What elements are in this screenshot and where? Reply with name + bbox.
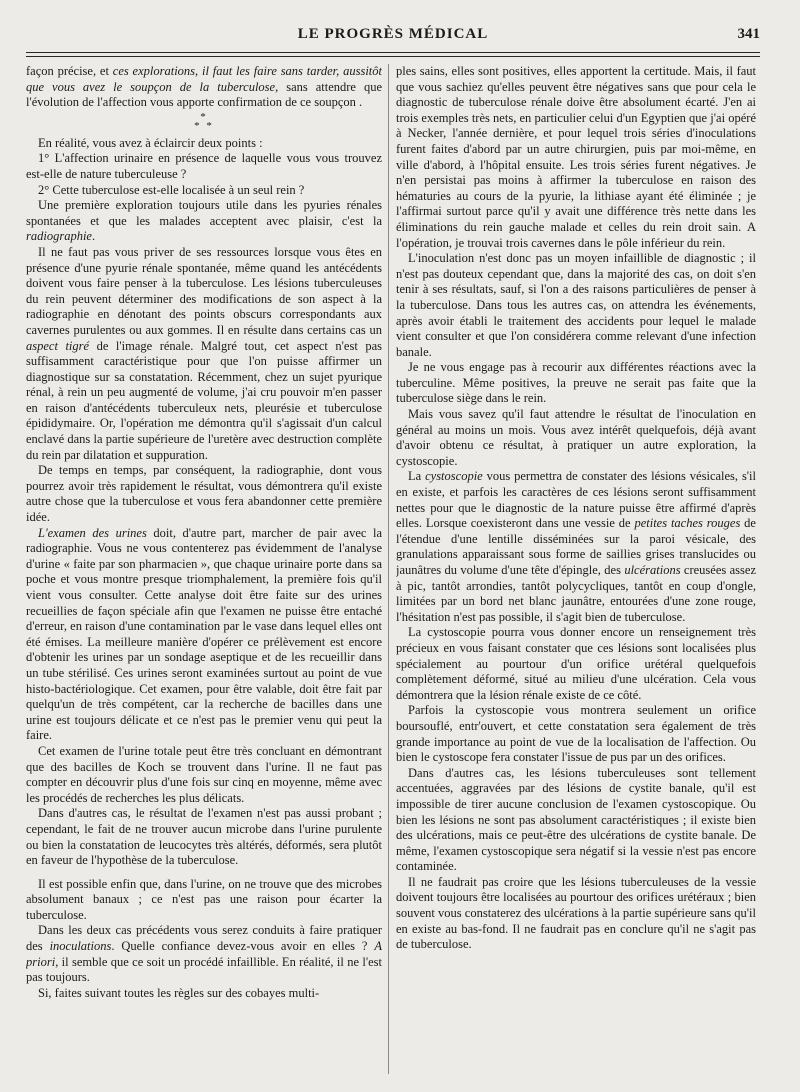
text-run: sans attendre que l'évolution de l'affection vous apporte confirmation de ce soupçon . [26, 79, 382, 110]
paragraph: Mais vous savez qu'il faut attendre le résultat de l'inoculation en général au moins un mois. Vous avez intérêt quelquefois, déjà avant d'avoir obtenu ce résultat, à pratiquer un autre exploration, la cystoscopie. [396, 407, 756, 468]
italic-run: radiographie [26, 229, 92, 244]
text-run: façon précise, et [26, 64, 113, 78]
separator-top: * [200, 110, 208, 123]
text-run: vous permettra de constater des lésions vésicales, s'il en existe, et parfois les caractères de ces lésions seront suffisamment nettes pour que le diagnostic de la nature puisse être affirmé d'après elles. Lorsque coexisteront dans une vessie de [396, 469, 756, 531]
paragraph: La cystoscopie pourra vous donner encore un renseignement très précieux en vous faisant constater que ces lésions sont localisées plus spécialement au pourtour d'un orifice urétéral quelquefois complètement déformé, situé au milieu d'une ulcération. Cela vous démontrera que la lésion rénale existe de ce côté. [396, 625, 756, 702]
paragraph [26, 198, 382, 245]
text-run: de l'image rénale. Malgré tout, cet aspect n'est pas suffisamment caractéristique pour que l'on puisse affirmer un diagnostique sur sa constatation. Récemment, chez un sujet pyurique rénal, à rein un peu augmenté de volume, j'ai cru pouvoir m'en passer en raison d'antécédents tuberculeux nets, pleurésie et tuberculose épididymaire. Or, l'opération me démontra qu'il s'agissait d'un calcul enclavé dans la partie supérieure de l'uretère avec destruction complète du rein par dilatation et suppuration. [26, 338, 382, 462]
italic-run: ulcérations [624, 563, 681, 577]
italic-run: A priori [26, 939, 382, 969]
paragraph: 1° L'affection urinaire en présence de laquelle vous vous trouvez est-elle de nature tuberculeuse ? [26, 151, 382, 181]
text-run: Une première exploration toujours utile dans les pyuries rénales spontanées et que les malades acceptent avec plaisir, c'est la [26, 198, 382, 228]
text-run: doit, d'autre part, marcher de pair avec la radiographie. Vous ne vous contenterez pas évidemment de l'analyse d'urine « faite par son pharmacien », que chaque urinaire porte dans sa poche et vous montre presque triomphalement, la première fois qu'il vient vous consulter. Cette analyse doit être faite sur des urines recueillies de façon spéciale afin que l'examen ne puisse être entaché d'erreur, en raison d'une contamination par le vase dans lequel elles ont été émises. La meilleure manière d'opérer ce prélèvement est encore d'obtenir les urines par un sondage aseptique et de les recueillir dans un tube stérilisé. Ces urines seront examinées surtout au point de vue histo-bactériologique. Cet examen, pour être valable, doit être fait par quelqu'un de très compétent, car la recherche de bacilles dans une urine est toujours délicate et ce n'est pas le premier venu qui peut la faire. [26, 525, 382, 743]
text-run: Dans les deux cas précédents vous serez conduits à faire pratiquer des [26, 923, 382, 954]
running-title: LE PROGRÈS MÉDICAL [297, 26, 489, 42]
left-column [26, 64, 382, 1079]
paragraph: Dans d'autres cas, le résultat de l'examen n'est pas aussi probant ; cependant, le fait de ne trouver aucun microbe dans l'urine purulente ou bien la constatation de leucocytes très altérés, déformés, sera plutôt en faveur de l'hypothèse de la tuberculose. [26, 806, 382, 868]
text-run: Il ne faut pas vous priver de ses ressources lorsque vous êtes en présence d'une pyurie rénale spontanée, même quand les antécédents doivent vous faire penser à la tuberculose. Les lésions tuberculeuses du rein peuvent déterminer des modifications de son aspect à la radiographie en dénotant des points obscurs correspondants aux cavernes purulentes ou aux gommes. Il en résulte dans certains cas un [26, 244, 382, 337]
italic-run: aspect tigré [26, 338, 90, 353]
text-run: . Quelle confiance devez-vous avoir en elles ? [111, 939, 375, 954]
paragraph [26, 923, 382, 985]
paragraph: L'inoculation n'est donc pas un moyen infaillible de diagnostic ; il n'est pas douteux cependant que, dans la majorité des cas, on doit s'en tenir à ses résultats, sauf, si l'on a des raisons particulières de penser à la tuberculose. Dans tous les autres cas, on attendra les événements, après avoir établi le traitement des accidents pour lequel le malade vient consulter et que l'on considérera comme relevant d'une infection banale. [396, 251, 756, 359]
paragraph: ples sains, elles sont positives, elles apportent la certitude. Mais, il faut que vous sachiez qu'elles peuvent être négatives sans que pour cela le diagnostic de tuberculose rénale doive être absolument écarté. J'en ai trois exemples très nets, en particulier celui d'un Egyptien que j'ai opéré à Necker, l'année dernière, et pour lequel trois séries d'inoculations furent faites d'abord par un autre chirurgien, puis par moi-même, en ville d'abord, à l'hôpital ensuite. Les trois séries furent négatives. Je n'en persistai pas moins à affirmer la tuberculose en raison des hématuries au cours de la pyurie, la lithiase ayant été éliminée ; je l'affirmai surtout parce qu'il y avait une différence très nette dans les éliminations du rein gauche malade et celles du rein droit sain. A l'opération, je trouvai trois cavernes dans le pôle inférieur du rein. [396, 64, 756, 250]
page-number: 341 [737, 26, 760, 42]
italic-run: ces explorations, il faut les faire sans tarder, aussitôt que vous avez le soupçon de la tuberculose, [26, 64, 382, 94]
paragraph [26, 245, 382, 463]
paragraph: Cet examen de l'urine totale peut être très concluant en démontrant que des bacilles de Koch se trouvent dans l'urine. Il ne faut pas compter en découvrir plus d'une fois sur cinq en moyenne, même avec les procédés de recherches les plus délicats. [26, 743, 382, 805]
text-run: La [408, 469, 426, 484]
paragraph: 2° Cette tuberculose est-elle localisée à un seul rein ? [38, 182, 305, 197]
paragraph [26, 64, 382, 111]
italic-run: cystoscopie [425, 469, 483, 484]
paragraph: Dans d'autres cas, les lésions tuberculeuses sont tellement accentuées, aggravées par des lésions de cystite banale, qu'il est impossible de tirer aucune conclusion de l'examen cystoscopique. Ou bien les lésions ne sont pas absolument caractéristiques ; il existe bien des ulcérations, mais ce peut-être des ulcérations de cystite banale. De même, l'examen cystoscopique sera négatif si la vessie n'est pas encore contaminée. [396, 765, 756, 874]
section-separator [26, 110, 382, 132]
header-rule [26, 52, 760, 57]
paragraph: Parfois la cystoscopie vous montrera seulement un orifice boursouflé, entr'ouvert, et cette constatation sera également de très grande importance au point de vue de la localisation de l'affection. Ou bien le cystoscope fera constater l'issue de pus par un des orifices. [396, 703, 756, 765]
paragraph: En réalité, vous avez à éclaircir deux points : [38, 135, 263, 150]
right-column [396, 64, 756, 1079]
paragraph: Je ne vous engage pas à recourir aux différentes réactions avec la tuberculine. Même positives, la preuve ne serait pas faite que la tuberculose siège dans le rein. [396, 360, 756, 406]
paragraph [396, 469, 756, 625]
text-run: creusées assez à pic, tantôt arrondies, tantôt polycycliques, tantôt en coup d'ongle, limitées par un bord net blanc jaunâtre, entourées d'une zone rouge, l'hésitation n'est pas possible, il s'agit bien de tuberculose. [396, 563, 756, 624]
italic-run: inoculations [49, 939, 112, 954]
text-run: de l'étendue d'une lentille disséminées sur la paroi vésicale, des granulations apparaissant sous forme de saillies grises translucides ou jaunâtres du volume d'une tête d'épingle, des [396, 516, 756, 577]
paragraph: Si, faites suivant toutes les règles sur des cobayes multi- [38, 985, 320, 1000]
column-divider [388, 64, 389, 1074]
separator-bottom: * * [194, 119, 214, 132]
paragraph: De temps en temps, par conséquent, la radiographie, dont vous pourrez avoir très rapidement le résultat, vous démontrera qu'il existe autre chose que la tuberculose et vous fera abandonner cette première idée. [26, 463, 382, 525]
paragraph: Il ne faudrait pas croire que les lésions tuberculeuses de la vessie doivent toujours être localisées au pourtour des orifices urétéraux ; bien souvent vous constaterez des ulcérations à la partie supérieure sans qu'il en existe au bas-fond. Il ne faudrait pas en conclure qu'il ne s'agit pas de tuberculose. [396, 874, 756, 952]
paragraph: Il est possible enfin que, dans l'urine, on ne trouve que des microbes absolument banaux ; ce n'est pas une raison pour écarter la tuberculose. [26, 876, 382, 922]
paragraph [26, 526, 382, 744]
italic-run: petites taches rouges [634, 516, 741, 531]
text-run: , il semble que ce soit un procédé infaillible. En réalité, il ne l'est pas toujours. [26, 954, 382, 985]
page-header [26, 26, 760, 48]
italic-run: L'examen des urines [38, 525, 147, 540]
text-run: . [91, 229, 96, 244]
